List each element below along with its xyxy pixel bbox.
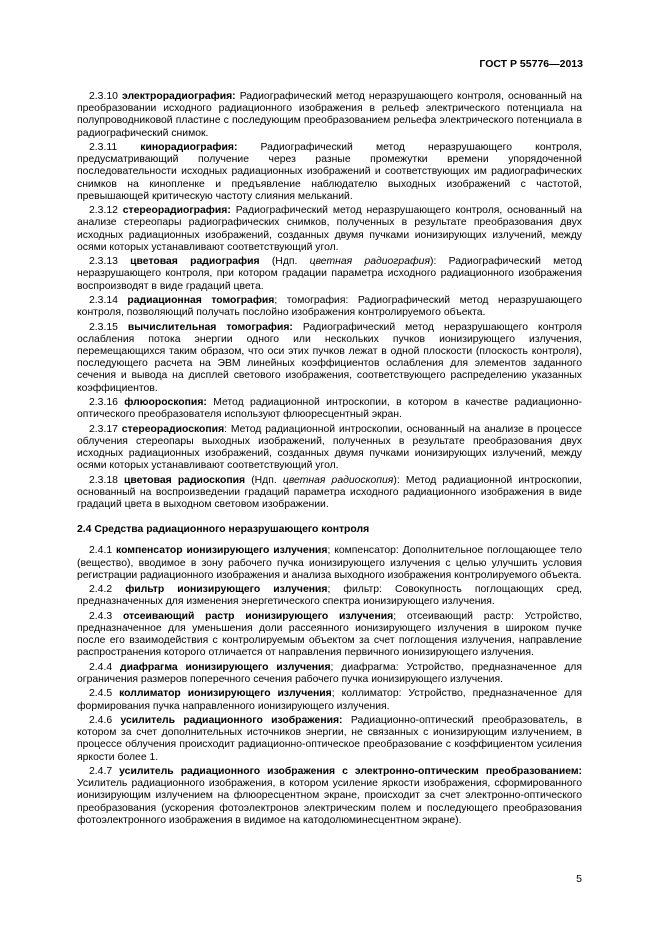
definition-text: ; фильтр: Совокупность поглощающих сред, предназначенных для изменения энергетического спектра ионизирующего излучения. bbox=[77, 584, 583, 608]
definition-text: Усилитель радиационного изображения, в котором усиление яркости изображения, сформированного ионизирующим излучением на флюоресцентном экране, происходит за счет электронно-оптического преобразования (ускорения фотоэлектронов электрическим полем и последующего преобразования фотоэлектронного изображения в видимое на катодолюминесцентном экране). bbox=[77, 778, 582, 826]
term: фильтр ионизирующего излучения bbox=[125, 584, 328, 596]
definition-text: : Радиографический метод неразрушающего контроля, при котором градации параметра исходного радиационного изображения воспроизводят в виде градаций цвета. bbox=[77, 256, 582, 292]
definition-text: ; компенсатор: Дополнительное поглощающее тело (вещество), вводимое в зону рабочего пучка ионизирующего излучения с целью улучшить условия регистрации радиационного изображения и анализа выходного изображения контролируемого объекта. bbox=[77, 545, 582, 581]
deprecated-note: (Ндп. bbox=[245, 474, 283, 486]
definition-paragraph bbox=[77, 715, 582, 764]
term: электрорадиография: bbox=[121, 91, 236, 102]
term: коллиматор ионизирующего излучения bbox=[119, 688, 332, 700]
definition-text: Метод радиационной интроскопии, в котором в качестве радиационно-оптического преобразователя используют флюоресцентный экран. bbox=[77, 397, 583, 421]
term: усилитель радиационного изображения: bbox=[120, 714, 343, 726]
page-number: 5 bbox=[576, 873, 582, 885]
clause-number: 2.3.18 bbox=[89, 474, 118, 486]
definition-paragraph bbox=[77, 611, 582, 660]
definition-paragraph bbox=[77, 397, 582, 421]
term: диафрагма ионизирующего излучения bbox=[120, 661, 331, 673]
definition-paragraph bbox=[77, 766, 582, 827]
deprecated-term: цветная радиография bbox=[309, 256, 430, 268]
clause-number: 2.4.6 bbox=[89, 714, 113, 726]
deprecated-close: ) bbox=[430, 256, 434, 268]
clause-number: 2.4.3 bbox=[89, 610, 113, 622]
clause-number: 2.4.4 bbox=[89, 661, 113, 673]
section-title: 2.4 Средства радиационного неразрушающего контроля bbox=[77, 524, 370, 536]
term: стереорадиография: bbox=[122, 205, 231, 217]
definition-paragraph bbox=[77, 688, 582, 712]
definition-paragraph bbox=[77, 205, 582, 254]
definition-paragraph bbox=[77, 475, 582, 512]
clause-number: 2.3.10 bbox=[89, 91, 118, 102]
term: флюороскопия: bbox=[124, 397, 207, 408]
clause-number: 2.3.11 bbox=[89, 142, 118, 153]
term: стереорадиоскопия bbox=[121, 423, 225, 435]
clause-number: 2.3.14 bbox=[89, 295, 118, 306]
clause-number: 2.4.2 bbox=[89, 584, 113, 596]
definition-text: Радиографический метод неразрушающего контроля, основанный на преобразовании исходного радиационного изображения в рельеф электрического потенциала на полупроводниковой пластине с последующим преобразованием рельефа электрического потенциала в радиографический снимок. bbox=[77, 91, 583, 139]
definition-text: : Метод радиационной интроскопии, основанный на воспроизведении градаций параметра исходного радиационного изображения в виде градаций цвета в выходном световом изображении. bbox=[77, 474, 582, 510]
clause-number: 2.4.5 bbox=[89, 688, 113, 700]
clause-number: 2.3.17 bbox=[89, 423, 118, 435]
deprecated-note: (Ндп. bbox=[259, 256, 310, 268]
term: усилитель радиационного изображения с электронно-оптическим преобразованием: bbox=[119, 765, 582, 777]
definition-text: Радиографический метод неразрушающего контроля, основанный на анализе стереопары радиографических снимков, полученных в результате преобразования двух исходных радиационных изображений, созданных двумя пучками ионизирующих излучений, между осями которых устанавливают соответствующий угол. bbox=[77, 205, 582, 253]
clause-number: 2.3.15 bbox=[89, 321, 118, 333]
definition-paragraph bbox=[77, 584, 582, 608]
definition-paragraph bbox=[77, 142, 582, 203]
clause-number: 2.3.12 bbox=[89, 205, 118, 217]
term: цветовая радиоскопия bbox=[124, 474, 246, 486]
definitions-2-3 bbox=[77, 91, 582, 511]
definition-paragraph bbox=[77, 295, 582, 319]
term: компенсатор ионизирующего излучения bbox=[116, 545, 328, 557]
term: радиационная томография bbox=[127, 295, 275, 306]
deprecated-close: ) bbox=[393, 474, 397, 486]
deprecated-term: цветная радиоскопия bbox=[282, 474, 394, 486]
definition-paragraph bbox=[77, 91, 582, 140]
definition-paragraph bbox=[77, 322, 582, 395]
page-content bbox=[77, 91, 582, 829]
definition-paragraph bbox=[77, 256, 582, 293]
definition-text: ; диафрагма: Устройство, предназначенное для ограничения размеров поперечного сечения рабочего пучка ионизирующего излучения. bbox=[77, 661, 582, 685]
definition-text: Радиационно-оптический преобразователь, в котором за счет дополнительных источников энергии, не связанных с ионизирующим излучением, в процессе облучения происходит радиационно-оптическое преобразование с коэффициентом усиления яркости более 1. bbox=[77, 714, 582, 763]
definition-text: ; томография: Радиографический метод неразрушающего контроля, позволяющий получать послойно изображения контролируемого объекта. bbox=[77, 295, 582, 319]
term: цветовая радиография bbox=[130, 256, 260, 268]
definition-text: Радиографический метод неразрушающего контроля ослабления потока энергии одного или нескольких пучков ионизирующего излучения, перемещающихся таким образом, что оси этих пучков лежат в одной плоскости (плоскость контроля), последующего расчета на ЭВМ линейных коэффициентов ослабления для элементов заданного сечения и вывода на дисплей светового изображения, соответствующего распределению указанных коэффициентов. bbox=[77, 321, 582, 394]
clause-number: 2.3.13 bbox=[89, 256, 118, 268]
definition-paragraph bbox=[77, 545, 582, 582]
definition-text: : Метод радиационной интроскопии, основанный на анализе в процессе облучения стереопары выходных изображений, полученных в результате преобразования двух исходных радиационных изображений, созданных двумя пучками ионизирующих излучений, между осями которых устанавливают соответствующий угол. bbox=[77, 423, 582, 472]
document-id: ГОСТ Р 55776—2013 bbox=[479, 58, 583, 70]
definition-text: ; отсеивающий растр: Устройство, предназначенное для уменьшения доли рассеянного ионизирующего излучения в широком пучке после его взаимодействия с контролируемым объектом за счет поглощения излучения, направление распространения которого отличается от направления первичного ионизирующего излучения. bbox=[77, 610, 583, 659]
term: кинорадиография: bbox=[140, 142, 238, 153]
clause-number: 2.4.1 bbox=[89, 545, 113, 557]
clause-number: 2.3.16 bbox=[89, 397, 118, 408]
definitions-2-4 bbox=[77, 545, 582, 827]
term: вычислительная томография: bbox=[127, 321, 293, 333]
clause-number: 2.4.7 bbox=[89, 765, 113, 777]
term: отсеивающий растр ионизирующего излучения bbox=[122, 610, 394, 622]
definition-text: Радиографический метод неразрушающего контроля, предусматривающий получение через разные промежутки времени упорядоченной последовательности исходных радиационных изображений и соответствующих им радиографических снимков на кинопленке и предъявление наблюдателю выходных изображений с частотой, превышающей критическую частоту слияния мельканий. bbox=[77, 142, 582, 202]
definition-text: ; коллиматор: Устройство, предназначенное для формирования пучка направленного ионизирующего излучения. bbox=[77, 688, 582, 712]
definition-paragraph bbox=[77, 662, 582, 686]
definition-paragraph bbox=[77, 424, 582, 473]
